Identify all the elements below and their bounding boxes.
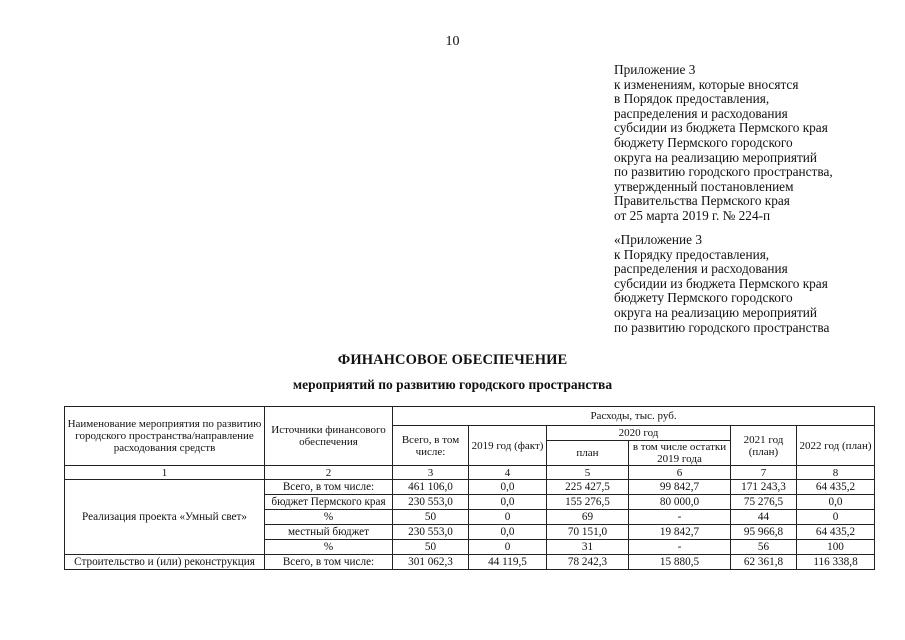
value-cell: 31 bbox=[547, 540, 629, 555]
value-cell: 0,0 bbox=[469, 480, 547, 495]
value-cell: 64 435,2 bbox=[797, 525, 875, 540]
value-cell: 301 062,3 bbox=[393, 555, 469, 570]
source-cell: Всего, в том числе: bbox=[265, 480, 393, 495]
source-cell: % bbox=[265, 510, 393, 525]
value-cell: 70 151,0 bbox=[547, 525, 629, 540]
value-cell: 0,0 bbox=[469, 525, 547, 540]
value-cell: 95 966,8 bbox=[731, 525, 797, 540]
appendix-line: от 25 марта 2019 г. № 224-п bbox=[614, 207, 771, 223]
source-cell: Всего, в том числе: bbox=[265, 555, 393, 570]
value-cell: - bbox=[629, 510, 731, 525]
column-number: 4 bbox=[469, 466, 547, 480]
document-subtitle: мероприятий по развитию городского пространства bbox=[292, 377, 613, 392]
group-name-construction: Строительство и (или) реконструкция bbox=[65, 555, 265, 570]
column-number: 1 bbox=[65, 466, 265, 480]
value-cell: 0,0 bbox=[469, 495, 547, 510]
column-number: 8 bbox=[797, 466, 875, 480]
header-2022: 2022 год (план) bbox=[797, 426, 875, 466]
appendix-line: субсидии из бюджета Пермского края bbox=[614, 275, 828, 291]
appendix-line: утвержденный постановлением bbox=[614, 178, 794, 194]
appendix-line: к изменениям, которые вносятся bbox=[614, 76, 799, 92]
header-2020: 2020 год bbox=[547, 426, 731, 441]
column-number: 7 bbox=[731, 466, 797, 480]
header-2020-plan: план bbox=[547, 441, 629, 466]
value-cell: 78 242,3 bbox=[547, 555, 629, 570]
value-cell: 230 553,0 bbox=[393, 495, 469, 510]
value-cell: 56 bbox=[731, 540, 797, 555]
value-cell: 225 427,5 bbox=[547, 480, 629, 495]
value-cell: 19 842,7 bbox=[629, 525, 731, 540]
value-cell: 171 243,3 bbox=[731, 480, 797, 495]
value-cell: 64 435,2 bbox=[797, 480, 875, 495]
appendix-note bbox=[614, 63, 833, 224]
value-cell: 155 276,5 bbox=[547, 495, 629, 510]
value-cell: 100 bbox=[797, 540, 875, 555]
value-cell: 461 106,0 bbox=[393, 480, 469, 495]
header-2019: 2019 год (факт) bbox=[469, 426, 547, 466]
source-cell: бюджет Пермского края bbox=[265, 495, 393, 510]
value-cell: 0 bbox=[469, 540, 547, 555]
header-name: Наименование мероприятия по развитию городского пространства/направление расходования средств bbox=[65, 407, 265, 466]
appendix-line: бюджету Пермского городского bbox=[614, 290, 793, 306]
table-row bbox=[65, 555, 875, 570]
value-cell: 69 bbox=[547, 510, 629, 525]
appendix-line: бюджету Пермского городского bbox=[614, 134, 793, 150]
appendix-line: к Порядку предоставления, bbox=[614, 246, 770, 262]
appendix-line: «Приложение 3 bbox=[614, 232, 702, 247]
document-title: ФИНАНСОВОЕ ОБЕСПЕЧЕНИЕ bbox=[337, 352, 568, 368]
header-sources: Источники финансового обеспечения bbox=[265, 407, 393, 466]
value-cell: 80 000,0 bbox=[629, 495, 731, 510]
appendix-line: округа на реализацию мероприятий bbox=[614, 149, 818, 165]
value-cell: 0,0 bbox=[797, 495, 875, 510]
value-cell: 62 361,8 bbox=[731, 555, 797, 570]
appendix-line: Правительства Пермского края bbox=[614, 193, 790, 209]
table-row bbox=[65, 480, 875, 495]
column-number: 2 bbox=[265, 466, 393, 480]
group-name-smart-light: Реализация проекта «Умный свет» bbox=[65, 480, 265, 555]
appendix-original-note bbox=[614, 233, 829, 335]
appendix-line: по развитию городского пространства, bbox=[614, 164, 833, 180]
value-cell: 116 338,8 bbox=[797, 555, 875, 570]
header-2021: 2021 год (план) bbox=[731, 426, 797, 466]
column-number: 6 bbox=[629, 466, 731, 480]
column-number: 5 bbox=[547, 466, 629, 480]
appendix-line: в Порядок предоставления, bbox=[614, 91, 770, 107]
value-cell: 44 bbox=[731, 510, 797, 525]
page-number: 10 bbox=[445, 34, 460, 49]
value-cell: 230 553,0 bbox=[393, 525, 469, 540]
value-cell: 50 bbox=[393, 540, 469, 555]
value-cell: 0 bbox=[469, 510, 547, 525]
header-2020-remainder: в том числе остатки 2019 года bbox=[629, 441, 731, 466]
value-cell: 99 842,7 bbox=[629, 480, 731, 495]
source-cell: местный бюджет bbox=[265, 525, 393, 540]
financing-table bbox=[64, 406, 875, 570]
appendix-line: распределения и расходования bbox=[614, 261, 788, 277]
source-cell: % bbox=[265, 540, 393, 555]
value-cell: - bbox=[629, 540, 731, 555]
appendix-line: по развитию городского пространства bbox=[614, 319, 830, 335]
appendix-line: субсидии из бюджета Пермского края bbox=[614, 120, 828, 136]
value-cell: 75 276,5 bbox=[731, 495, 797, 510]
header-total: Всего, в том числе: bbox=[393, 426, 469, 466]
value-cell: 44 119,5 bbox=[469, 555, 547, 570]
value-cell: 15 880,5 bbox=[629, 555, 731, 570]
header-expenses: Расходы, тыс. руб. bbox=[393, 407, 875, 426]
appendix-line: распределения и расходования bbox=[614, 105, 788, 121]
value-cell: 50 bbox=[393, 510, 469, 525]
appendix-line: округа на реализацию мероприятий bbox=[614, 304, 818, 320]
value-cell: 0 bbox=[797, 510, 875, 525]
appendix-line: Приложение 3 bbox=[614, 62, 696, 77]
column-number-row bbox=[65, 466, 875, 480]
column-number: 3 bbox=[393, 466, 469, 480]
